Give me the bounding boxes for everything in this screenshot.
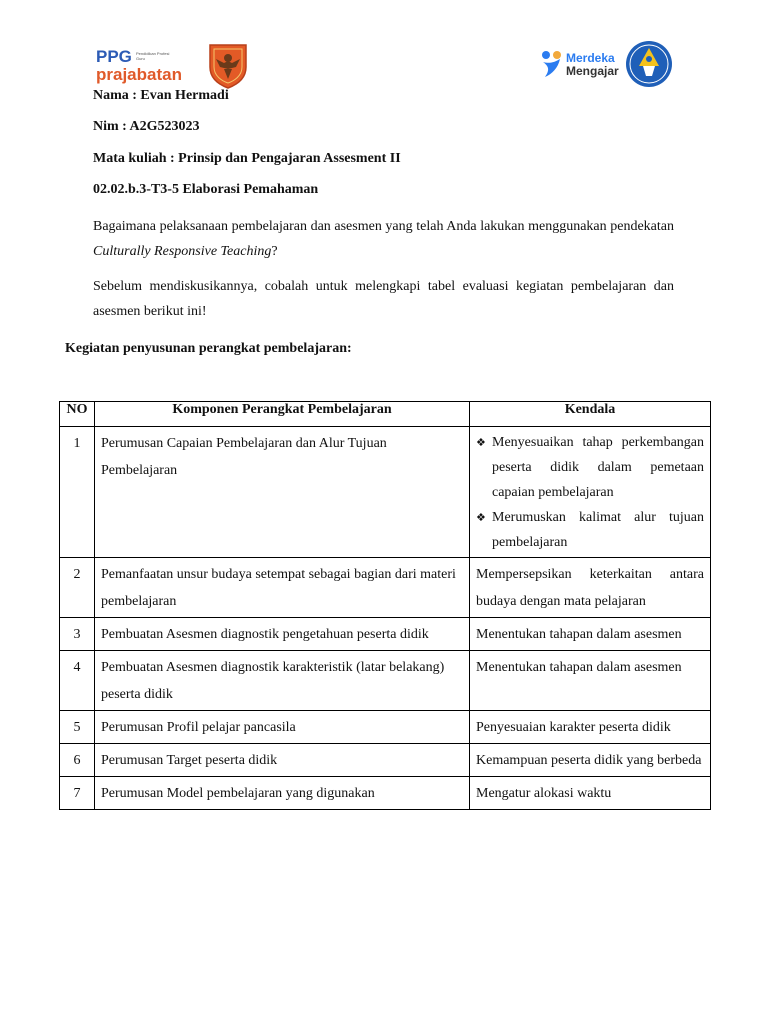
row-kendala: Mempersepsikan keterkaitan antara budaya dengan mata pelajaran (470, 558, 711, 618)
kendala-bullet-item (476, 505, 704, 555)
ppg-logo-tiny-text: Pendidikan Profesi Guru (136, 51, 170, 61)
student-name: Nama : Evan Hermadi (93, 88, 229, 103)
merdeka-mengajar-logo (540, 50, 619, 85)
row-no: 6 (60, 744, 95, 777)
row-no: 7 (60, 777, 95, 810)
ppg-logo-bottom-text: prajabatan (96, 65, 182, 84)
table-row (60, 711, 711, 744)
row-kendala: Menentukan tahapan dalam asesmen (470, 618, 711, 651)
header-no: NO (60, 402, 95, 427)
table-row (60, 558, 711, 618)
merdeka-logo-line2: Mengajar (566, 64, 619, 78)
row-komponen: Perumusan Profil pelajar pancasila (95, 711, 470, 744)
table-row (60, 618, 711, 651)
student-nim: Nim : A2G523023 (93, 119, 200, 134)
garuda-emblem-icon (204, 41, 252, 89)
table-row (60, 651, 711, 711)
document-header (0, 0, 768, 95)
row-no: 2 (60, 558, 95, 618)
ppg-prajabatan-logo (96, 48, 182, 84)
row-no: 4 (60, 651, 95, 711)
merdeka-mengajar-icon (540, 50, 564, 80)
question-text-2: ? (271, 244, 278, 259)
instruction-paragraph: Sebelum mendiskusikannya, cobalah untuk melengkapi tabel evaluasi kegiatan pembelajaran dan asesmen berikut ini! (93, 279, 674, 319)
kendala-bullet-text: Menyesuaikan tahap perkembangan peserta didik dalam pemetaan capaian pembelajaran (492, 435, 704, 500)
row-komponen: Pemanfaatan unsur budaya setempat sebagai bagian dari materi pembelajaran (95, 558, 470, 618)
header-kendala: Kendala (470, 402, 711, 427)
row-komponen: Pembuatan Asesmen diagnostik karakteristik (latar belakang) peserta didik (95, 651, 470, 711)
table-header-row (60, 402, 711, 427)
row-no: 1 (60, 427, 95, 558)
table-row (60, 427, 711, 558)
diamond-bullet-icon: ❖ (476, 436, 486, 449)
row-kendala (470, 427, 711, 558)
evaluation-table (59, 401, 711, 810)
row-komponen: Perumusan Model pembelajaran yang digunakan (95, 777, 470, 810)
row-kendala: Kemampuan peserta didik yang berbeda (470, 744, 711, 777)
question-text-1: Bagaimana pelaksanaan pembelajaran dan asesmen yang telah Anda lakukan menggunakan pendekatan (93, 219, 674, 234)
diamond-bullet-icon: ❖ (476, 511, 486, 524)
table-row (60, 744, 711, 777)
row-komponen: Perumusan Target peserta didik (95, 744, 470, 777)
task-code: 02.02.b.3-T3-5 Elaborasi Pemahaman (93, 182, 319, 197)
merdeka-logo-line1: Merdeka (566, 51, 615, 65)
kendala-bullet-item (476, 430, 704, 505)
row-no: 3 (60, 618, 95, 651)
kendala-bullet-text: Merumuskan kalimat alur tujuan pembelajaran (492, 510, 704, 550)
header-komponen: Komponen Perangkat Pembelajaran (95, 402, 470, 427)
row-kendala: Penyesuaian karakter peserta didik (470, 711, 711, 744)
row-komponen: Pembuatan Asesmen diagnostik pengetahuan peserta didik (95, 618, 470, 651)
row-no: 5 (60, 711, 95, 744)
ppg-logo-top-text: PPG (96, 47, 132, 66)
table-row (60, 777, 711, 810)
row-kendala: Menentukan tahapan dalam asesmen (470, 651, 711, 711)
course-name: Mata kuliah : Prinsip dan Pengajaran Assesment II (93, 151, 401, 166)
tut-wuri-handayani-icon (625, 40, 673, 88)
question-paragraph (93, 214, 674, 264)
question-italic-term: Culturally Responsive Teaching (93, 244, 272, 259)
row-kendala: Mengatur alokasi waktu (470, 777, 711, 810)
section-title: Kegiatan penyusunan perangkat pembelajaran: (65, 341, 352, 356)
row-komponen: Perumusan Capaian Pembelajaran dan Alur Tujuan Pembelajaran (95, 427, 470, 558)
